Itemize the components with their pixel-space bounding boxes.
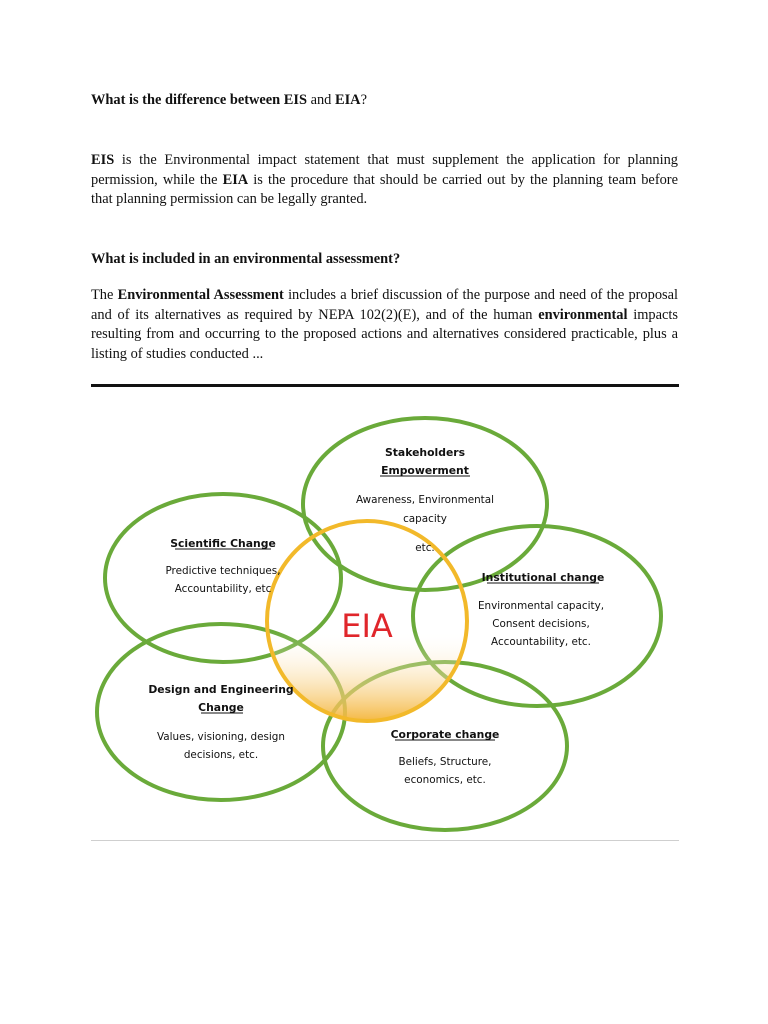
answer-eis-vs-eia	[91, 151, 678, 210]
bottom-rule	[91, 840, 679, 841]
horizontal-rule	[91, 384, 679, 387]
answer-the: The	[91, 287, 114, 303]
scientific-desc-line1: Predictive techniques,	[165, 565, 281, 577]
stakeholders-desc-line1: Awareness, Environmental	[356, 494, 494, 506]
answer-text-b: impacts resulting from and occurring to the proposed actions and alternatives considered practicable, plus a listing of studies conducted ...	[91, 306, 678, 362]
question-eis-vs-eia	[91, 91, 678, 111]
corporate-desc-line1: Beliefs, Structure,	[398, 756, 492, 768]
eia-center-label: EIA	[341, 607, 393, 645]
stakeholders-title: Stakeholders	[384, 446, 466, 459]
institutional-desc-line3: Accountability, etc.	[491, 636, 591, 648]
eis-term: EIS	[91, 152, 115, 168]
answer-text-a: includes a brief discussion of the purpose and need of the proposal and of its alternatives as required by NEPA 102(2)(E), and of the human	[91, 287, 679, 323]
institutional-desc-line2: Consent decisions,	[492, 618, 590, 630]
design-desc-line2: decisions, etc.	[183, 749, 259, 761]
scientific-change-title: Scientific Change	[170, 537, 276, 550]
design-desc-line1: Values, visioning, design	[157, 731, 285, 743]
eia-term: EIA	[222, 171, 249, 188]
question-environmental-assessment: What is included in an environmental assessment?	[91, 251, 401, 267]
answer-environmental-assessment	[91, 286, 678, 364]
eia-venn-diagram	[91, 400, 679, 840]
stakeholders-desc-line3: etc.	[415, 542, 435, 554]
question-text: What is the difference between EIS	[91, 92, 307, 108]
scientific-desc-line2: Accountability, etc	[174, 583, 272, 595]
question-mark: ?	[360, 92, 367, 108]
design-engineering-title: Design and Engineering	[148, 683, 294, 696]
question-and: and	[310, 92, 332, 108]
answer-text-b: is the procedure that should be carried out by the planning team before that planning permission can be legally granted.	[91, 171, 678, 207]
environmental-assessment-term: Environmental Assessment	[117, 287, 284, 303]
design-engineering-title-line2: Change	[198, 701, 244, 714]
environmental-term: environmental	[538, 306, 628, 323]
stakeholders-title-line2: Empowerment	[381, 464, 469, 477]
answer-text-a: is the Environmental impact statement that must supplement the application for planning permission, while the	[91, 152, 678, 188]
question-eia: EIA	[334, 92, 361, 108]
institutional-desc-line1: Environmental capacity,	[477, 600, 605, 612]
corporate-desc-line2: economics, etc.	[404, 774, 486, 786]
institutional-change-title: Institutional change	[481, 571, 605, 584]
stakeholders-desc-line2: capacity	[403, 513, 447, 525]
corporate-change-title: Corporate change	[390, 728, 500, 741]
